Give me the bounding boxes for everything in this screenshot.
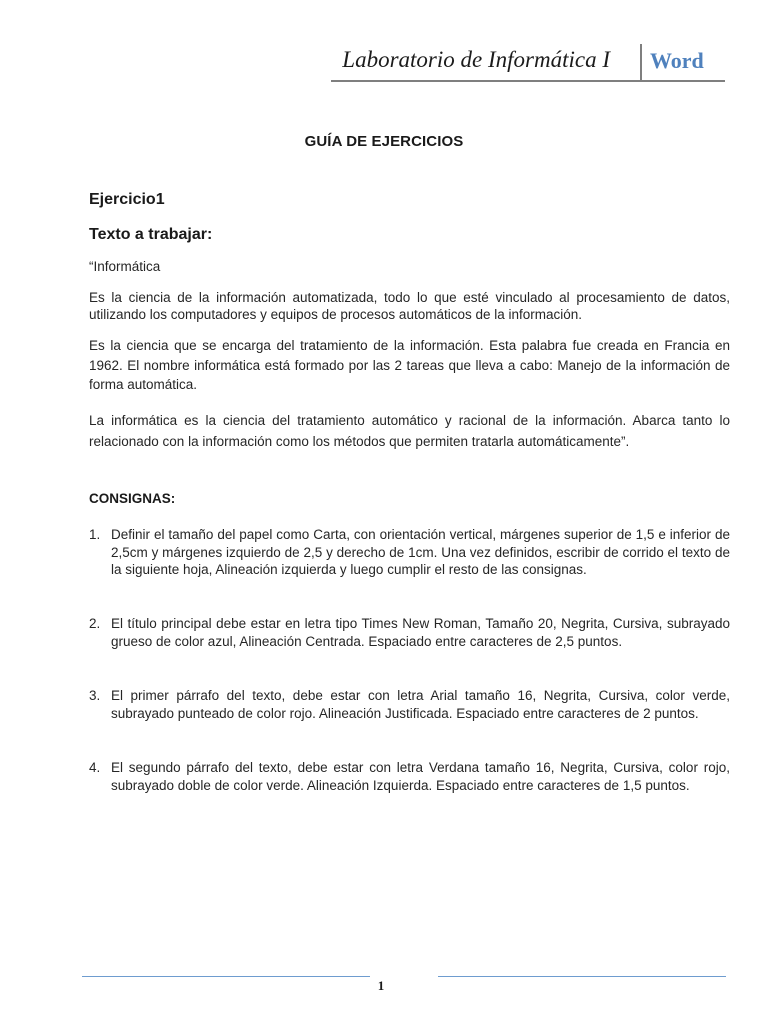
consigna-number: 4. [89, 760, 101, 775]
consigna-item [89, 526, 730, 579]
consigna-number: 2. [89, 616, 101, 631]
consignas-heading: CONSIGNAS: [89, 491, 176, 506]
consigna-number: 1. [89, 527, 101, 542]
footer-rule-left [82, 976, 370, 977]
header-rule [331, 80, 725, 82]
header-separator [640, 44, 642, 80]
consigna-text: El primer párrafo del texto, debe estar con letra Arial tamaño 16, Negrita, Cursiva, color verde, subrayado punteado de color rojo. Alineación Justificada. Espaciado entre caracteres de 2 puntos. [111, 688, 730, 721]
paragraph-2: Es la ciencia que se encarga del tratamiento de la información. Esta palabra fue creada en Francia en 1962. El nombre informática está formado por las 2 tareas que lleva a cabo: Manejo de la información de forma automática. [89, 338, 730, 392]
consigna-text: Definir el tamaño del papel como Carta, con orientación vertical, márgenes superior de 1,5 e inferior de 2,5cm y márgenes izquierdo de 2,5 y derecho de 1cm. Una vez definidos, escribir de corrido el texto de la siguiente hoja, Alineación izquierda y luego cumplir el resto de las consignas. [111, 527, 730, 578]
header-app-label: Word [650, 48, 704, 73]
consigna-item [89, 759, 730, 794]
document-title: GUÍA DE EJERCICIOS [304, 133, 464, 150]
footer-rule-right [438, 976, 726, 977]
paragraph-opening: “Informática [89, 259, 161, 274]
consigna-number: 3. [89, 688, 101, 703]
consigna-text: El segundo párrafo del texto, debe estar con letra Verdana tamaño 16, Negrita, Cursiva, color rojo, subrayado doble de color verde. Alineación Izquierda. Espaciado entre caracteres de 1,5 puntos. [111, 760, 730, 793]
paragraph-1: Es la ciencia de la información automatizada, todo lo que esté vinculado al procesamiento de datos, utilizando los computadores y equipos de procesos automáticos de la información. [89, 290, 730, 322]
header-title: Laboratorio de Informática I [342, 47, 610, 72]
consigna-item [89, 615, 730, 650]
page-number: 1 [377, 978, 385, 993]
paragraph-3: La informática es la ciencia del tratamiento automático y racional de la información. Abarca tanto lo relacionado con la información como los métodos que permiten tratarla automáticamente”. [89, 413, 730, 449]
consigna-item [89, 687, 730, 722]
consigna-text: El título principal debe estar en letra tipo Times New Roman, Tamaño 20, Negrita, Cursiva, subrayado grueso de color azul, Alineación Centrada. Espaciado entre caracteres de 2,5 puntos. [111, 616, 730, 649]
exercise-heading: Ejercicio1 [89, 191, 165, 208]
text-subheading: Texto a trabajar: [89, 226, 213, 243]
